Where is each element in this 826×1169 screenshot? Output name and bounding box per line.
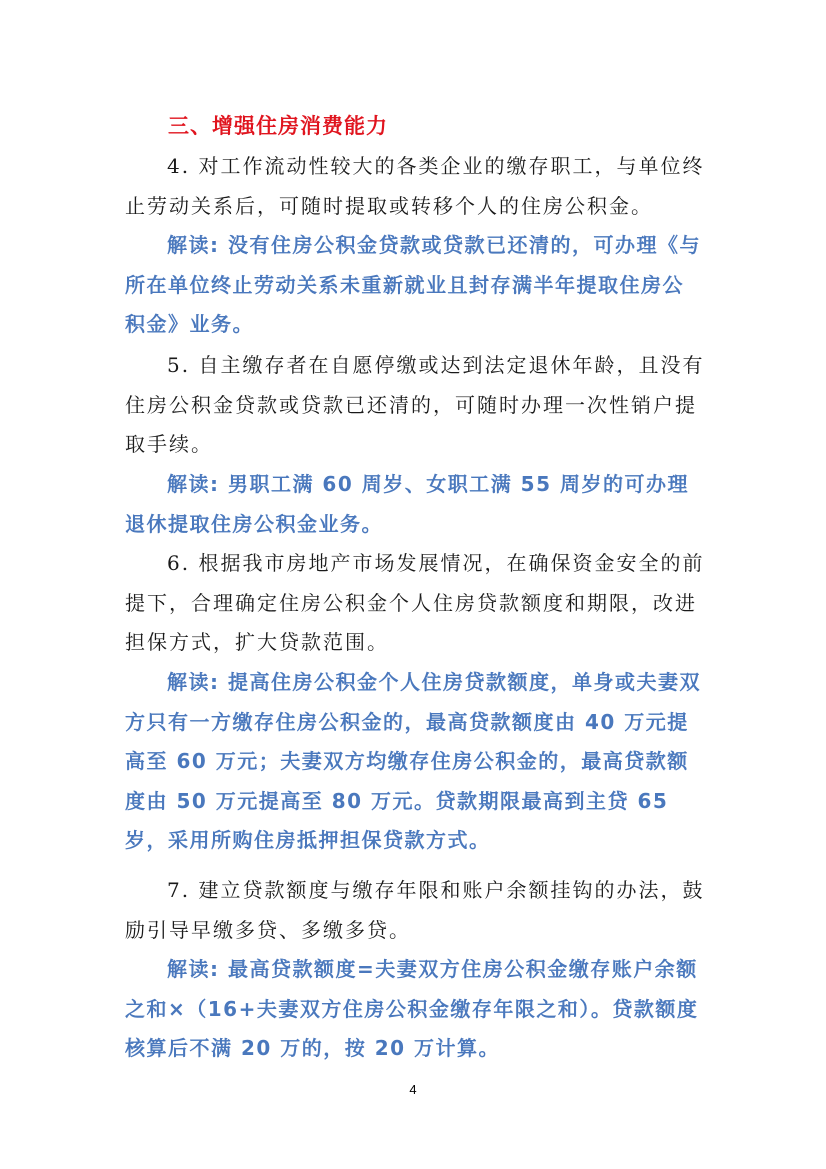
clause-7: 7. 建立贷款额度与缴存年限和账户余额挂钩的办法，鼓励引导早缴多贷、多缴多贷。: [125, 878, 705, 942]
clause-5: 5. 自主缴存者在自愿停缴或达到法定退休年龄，且没有住房公积金贷款或贷款已还清的，可随时办理一次性销户提取手续。: [125, 353, 705, 456]
interpretation-5: 解读: 男职工满 60 周岁、女职工满 55 周岁的可办理退休提取住房公积金业务。: [125, 472, 689, 536]
interpretation-7: 解读: 最高贷款额度=夫妻双方住房公积金缴存账户余额之和×（16+夫妻双方住房公积金缴存年限之和）。贷款额度核算后不满 20 万的，按 20 万计算。: [125, 957, 699, 1060]
section-heading: 三、增强住房消费能力: [168, 114, 388, 138]
clause-4: 4. 对工作流动性较大的各类企业的缴存职工，与单位终止劳动关系后，可随时提取或转移个人的住房公积金。: [125, 154, 705, 218]
interpretation-6: 解读: 提高住房公积金个人住房贷款额度，单身或夫妻双方只有一方缴存住房公积金的，最高贷款额度由 40 万元提高至 60 万元；夫妻双方均缴存住房公积金的，最高贷款额度由 50 万元提高至 80 万元。贷款期限最高到主贷 65 岁，采用所购住房抵押担保贷款方式。: [125, 670, 701, 852]
clause-6: 6. 根据我市房地产市场发展情况，在确保资金安全的前提下，合理确定住房公积金个人住房贷款额度和期限，改进担保方式，扩大贷款范围。: [125, 551, 705, 654]
page-number: 4: [409, 1082, 417, 1097]
interpretation-4: 解读: 没有住房公积金贷款或贷款已还清的，可办理《与所在单位终止劳动关系未重新就业且封存满半年提取住房公积金》业务。: [125, 233, 701, 336]
